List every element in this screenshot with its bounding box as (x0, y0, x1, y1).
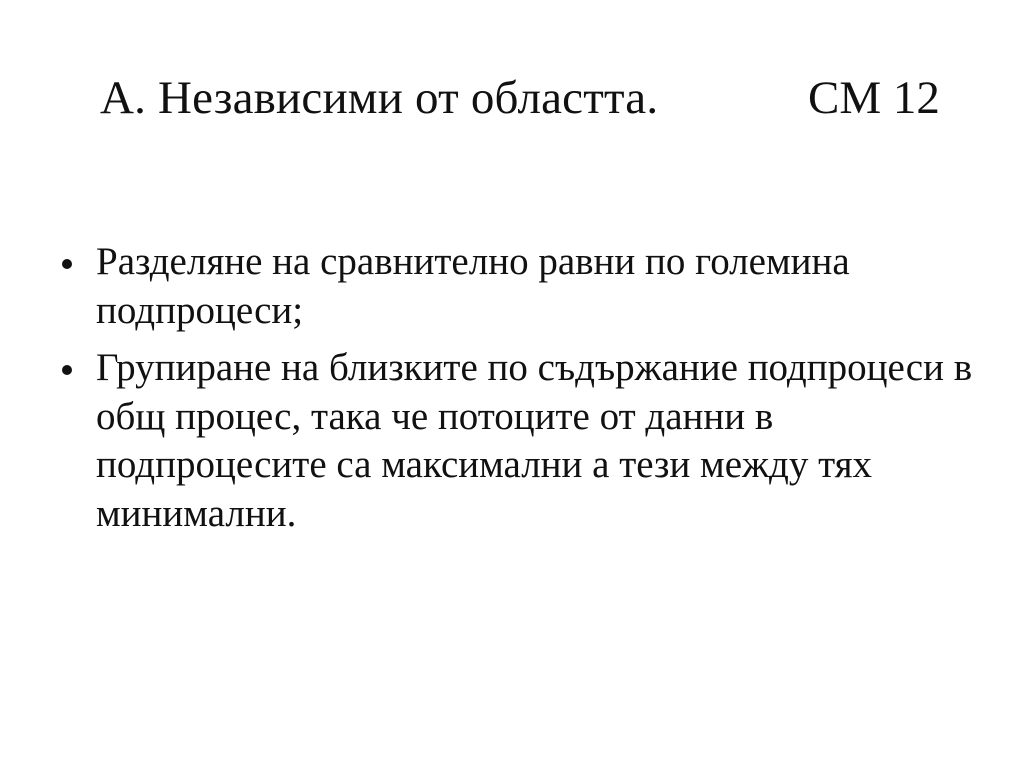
slide-code: СМ 12 (808, 72, 940, 124)
bullet-text: Групиране на близките по съдържание подпроцеси в общ процес, така че потоците от данни в подпроцесите са максимални а тези между тях минимални. (96, 346, 973, 535)
bullet-list (58, 238, 978, 547)
bullet-item (58, 238, 978, 335)
bullet-dot-icon (62, 365, 72, 375)
bullet-item (58, 344, 978, 538)
title-row (100, 68, 960, 132)
bullet-dot-icon (62, 259, 72, 269)
bullet-text: Разделяне на сравнително равни по големина подпроцеси; (96, 240, 850, 332)
slide-title: А. Независими от областта. (100, 72, 659, 124)
